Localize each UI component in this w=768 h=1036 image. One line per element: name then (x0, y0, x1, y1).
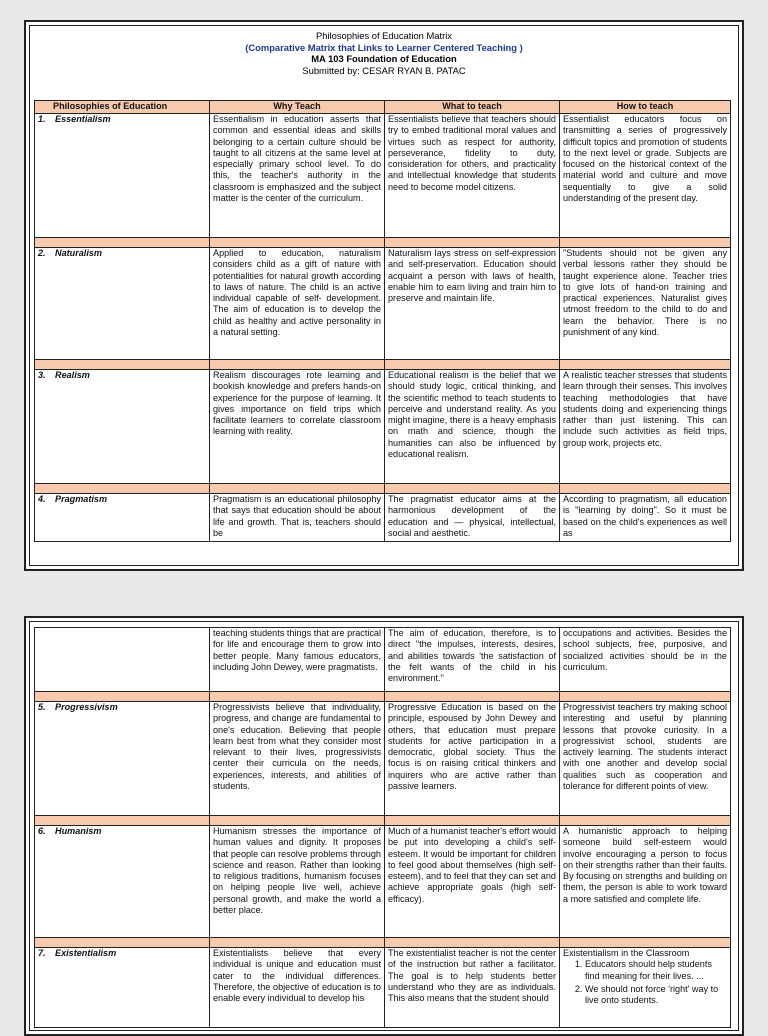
row-number: 5. (38, 702, 46, 712)
philosophy-name-cell (35, 248, 210, 360)
how-to-teach-cell: "Students should not be given any verbal lessons rather they should be taught experience alone. Teacher tries to give lots of hand-on training and practical experiences. Naturalist gives utmost freedom to the child to do and learn the behavior. There is no punishment of any kind. (560, 248, 731, 360)
what-to-teach-cell: Essentialists believe that teachers should try to embed traditional moral values and virtues such as respect for authority, perseverance, fidelity to duty, consideration for others, and practicality and intellectual knowledge that students need to become model citizens. (385, 114, 560, 238)
table-row-existentialism (35, 948, 731, 1028)
list-item: 1. Educators should help students find meaning for their lives. ... (585, 959, 727, 982)
table-row-pragmatism-continued (35, 628, 731, 692)
submitted-by: Submitted by: CESAR RYAN B. PATAC (302, 64, 466, 76)
row-number: 1. (38, 114, 46, 124)
column-header-philosophies: Philosophies of Education (35, 101, 210, 114)
philosophy-name-cell (35, 948, 210, 1028)
philosophy-name: Existentialism (55, 948, 117, 958)
how-to-teach-cell: A humanistic approach to helping someone build self-esteem would involve encouraging a person to focus on their strengths rather than their faults. By focusing on strengths and building on them, the person is able to work toward a more satisfied and complete life. (560, 826, 731, 938)
column-header-how-to-teach: How to teach (560, 101, 731, 114)
row-number: 6. (38, 826, 46, 836)
why-teach-cell: Pragmatism is an educational philosophy that says that education should be about life and growth. That is, teachers should be (210, 494, 385, 542)
document-page-2 (24, 616, 744, 1036)
course-name: MA 103 Foundation of Education (311, 53, 457, 64)
how-to-teach-cell: occupations and activities. Besides the school subjects, free, purposive, and socialized activities should be in the curriculum. (560, 628, 731, 692)
what-to-teach-cell: The existentialist teacher is not the center of the instruction but rather a facilitator. The goal is to help students better understand who they are as individuals. This also means that the student should (385, 948, 560, 1028)
what-to-teach-cell: Naturalism lays stress on self-expression and self-preservation. Education should acquaint a person with laws of health, enable him to earn living and train him to preserve and maintain life. (385, 248, 560, 360)
why-teach-cell: Progressivists believe that individuality, progress, and change are fundamental to one's education. Believing that people learn best from what they consider most relevant to their lives, progressivists center their curricula on the needs, experiences, interests, and abilities of students. (210, 702, 385, 816)
row-separator (35, 938, 731, 948)
why-teach-cell: Applied to education, naturalism considers child as a gift of nature with potentialities for natural growth according to laws of nature. The child is an active individual capable of self- development. The aim of education is to develop the child as healthy and active personality in a natural setting. (210, 248, 385, 360)
philosophy-name-cell (35, 370, 210, 484)
how-to-teach-cell (560, 948, 731, 1028)
row-number: 2. (38, 248, 46, 258)
philosophy-name-cell (35, 826, 210, 938)
philosophy-name: Pragmatism (55, 494, 108, 504)
what-to-teach-cell: The pragmatist educator aims at the harmonious development of the education and — physical, intellectual, social and aesthetic. (385, 494, 560, 542)
how-to-teach-cell: Essentialist educators focus on transmitting a series of progressively difficult topics and promotion of students to the next level or grade. Subjects are focused on the historical context of the material world and culture and move sequentially to give a solid understanding of the present day. (560, 114, 731, 238)
how-to-teach-cell: Progressivist teachers try making school interesting and useful by planning lessons that provoke curiosity. In a progressivist school, students are actively learning. The students interact with one another and develop social qualities such as cooperation and tolerance for different points of view. (560, 702, 731, 816)
subtitle-text: Comparative Matrix that Links to Learner Centered Teaching (248, 41, 518, 53)
row-separator (35, 238, 731, 248)
why-teach-cell: Humanism stresses the importance of human values and dignity. It proposes that people can resolve problems through science and reason. Rather than looking to religious traditions, humanism focuses on helping people live well, achieve personal growth, and make the world a better place. (210, 826, 385, 938)
why-teach-cell: teaching students things that are practical for life and encourage them to grow into better people. Many famous educators, including John Dewey, were pragmatists. (210, 628, 385, 692)
document-page-1 (24, 20, 744, 571)
table-row-pragmatism (35, 494, 731, 542)
philosophies-matrix-table-continued (34, 627, 731, 1028)
row-number: 4. (38, 494, 46, 504)
row-number: 7. (38, 948, 46, 958)
philosophy-name: Naturalism (55, 248, 103, 258)
philosophy-name-cell (35, 494, 210, 542)
column-header-what-to-teach: What to teach (385, 101, 560, 114)
philosophy-name-cell (35, 702, 210, 816)
philosophies-matrix-table (34, 100, 731, 542)
philosophy-name-cell-empty (35, 628, 210, 692)
how-to-teach-cell: According to pragmatism, all education is "learning by doing". So it must be based on the child's experiences as well as (560, 494, 731, 542)
philosophy-name-cell (35, 114, 210, 238)
table-header-row (35, 101, 731, 114)
philosophy-name: Essentialism (55, 114, 111, 124)
row-separator (35, 360, 731, 370)
how-to-teach-cell: A realistic teacher stresses that students learn through their senses. This involves teaching methodologies that have students doing and experiencing things rather than just listening. This can include such activities as field trips, group work, projects etc. (560, 370, 731, 484)
what-to-teach-cell: Progressive Education is based on the principle, espoused by John Dewey and others, that education must prepare students for active participation in a democratic, global society. Thus the focus is on raising critical thinkers and inquirers who are active rather than passive learners. (385, 702, 560, 816)
row-number: 3. (38, 370, 46, 380)
why-teach-cell: Essentialism in education asserts that common and essential ideas and skills belonging to a certain culture should be taught to all citizens at the same level at especially primary school level. To do this, the teacher's authority in the classroom is emphasized and the subject matter is the center of the curriculum. (210, 114, 385, 238)
philosophy-name: Humanism (55, 826, 102, 836)
how-to-teach-intro: Existentialism in the Classroom (563, 948, 690, 958)
document-title: Philosophies of Education Matrix (315, 30, 452, 41)
column-header-why-teach: Why Teach (210, 101, 385, 114)
table-row-progressivism (35, 702, 731, 816)
philosophy-name: Realism (55, 370, 90, 380)
list-item: 2. We should not force 'right' way to live onto students. (585, 984, 727, 1007)
what-to-teach-cell: The aim of education, therefore, is to direct "the impulses, interests, desires, and abilities towards 'the satisfaction of the felt wants of the child in his environment." (385, 628, 560, 692)
philosophy-name: Progressivism (55, 702, 118, 712)
row-separator (35, 484, 731, 494)
why-teach-cell: Existentialists believe that every individual is unique and education must cater to the individual differences. Therefore, the objective of education is to enable every individual to develop his (210, 948, 385, 1028)
row-separator (35, 692, 731, 702)
table-row-realism (35, 370, 731, 484)
what-to-teach-cell: Educational realism is the belief that we should study logic, critical thinking, and the scientific method to teach students to perceive and understand reality. As you might imagine, there is a heavy emphasis on math and science, though the humanities can also be influenced by educational realism. (385, 370, 560, 484)
why-teach-cell: Realism discourages rote learning and bookish knowledge and prefers hands-on experience for the purpose of learning. It gives importance on field trips which facilitate learners to correlate classroom learning with reality. (210, 370, 385, 484)
table-row-naturalism (35, 248, 731, 360)
table-row-humanism (35, 826, 731, 938)
row-separator (35, 816, 731, 826)
table-row-essentialism (35, 114, 731, 238)
document-subtitle: (Comparative Matrix that Links to Learner Centered Teaching ) (245, 41, 523, 53)
how-to-teach-steps (563, 959, 727, 1006)
what-to-teach-cell: Much of a humanist teacher's effort would be put into developing a child's self-esteem. It would be important for children to feel good about themselves (high self-esteem), and to feel that they can set and achieve appropriate goals (high self-efficacy). (385, 826, 560, 938)
